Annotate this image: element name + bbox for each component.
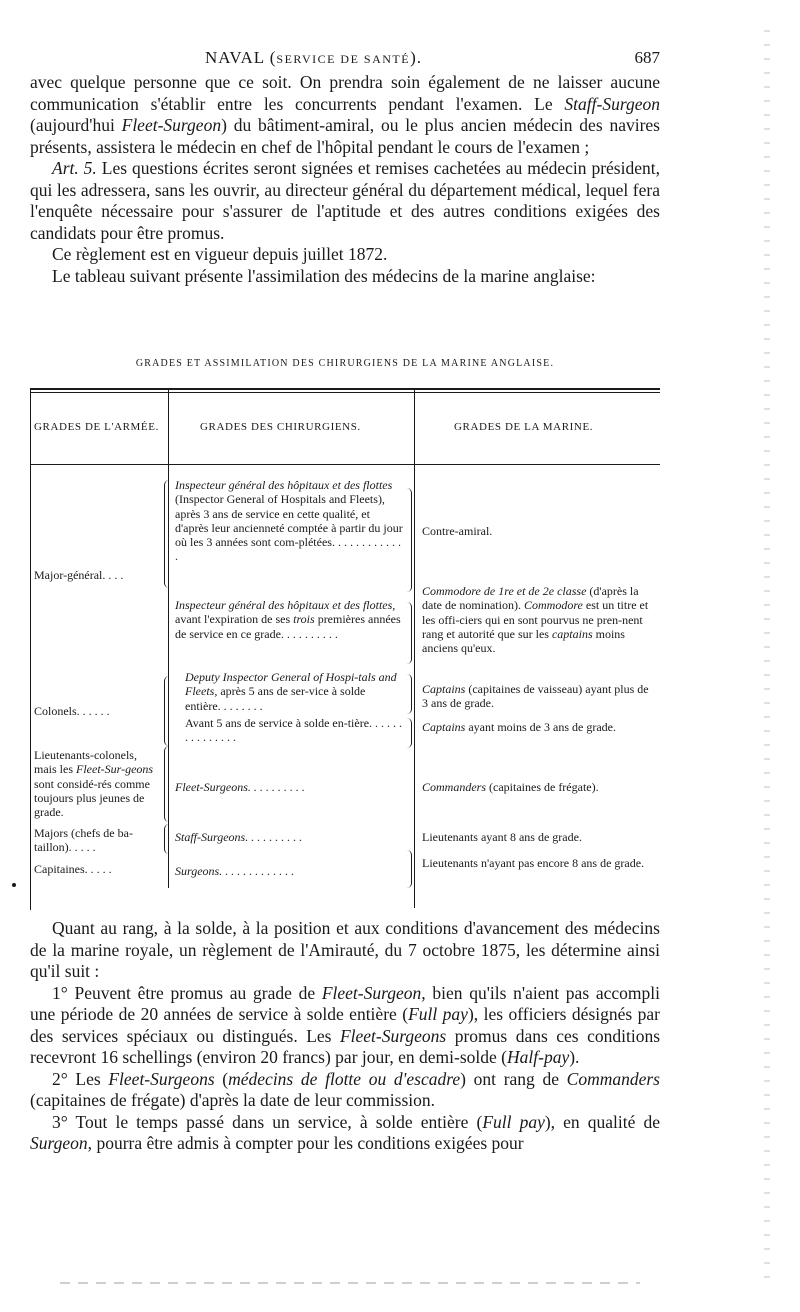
italic-term: Inspecteur général des hôpitaux et des flottes	[175, 478, 393, 492]
navy-lieutenants-8: Lieutenants ayant 8 ans de grade.	[422, 830, 582, 844]
brace	[407, 602, 412, 664]
brace	[164, 746, 169, 822]
text-span: pourra être admis à compter pour les conditions exigées pour	[92, 1133, 524, 1153]
text-span: bien qu'ils n'aient pas accompli une période de 20 années de service à solde entière (	[30, 982, 660, 1024]
text-span: (capitaines de frégate).	[486, 780, 599, 794]
army-majors: Majors (chefs de ba-taillon). . . . .	[34, 826, 133, 855]
text-span: ayant moins de 3 ans de grade.	[465, 720, 616, 734]
brace	[164, 676, 169, 746]
brace	[407, 850, 412, 888]
italic-term: captains	[551, 626, 593, 641]
text-span: ) ont rang de	[460, 1068, 567, 1089]
bottom-text-block	[30, 918, 660, 1155]
italic-term: Surgeon,	[30, 1133, 93, 1153]
paragraph-table-intro: Le tableau suivant présente l'assimilation des médecins de la marine anglaise:	[52, 265, 596, 286]
surgeon-grade-2	[175, 598, 403, 641]
text-span: (Inspector General of Hospitals and Fleets), après 3 ans de service en cette qualité, et d'après leur ancienneté comptée à partir du jour où les 3 années sont com-plétées. . . . . . . . . . . . .	[175, 492, 403, 564]
text-span: 3° Tout le temps passé dans un service, à solde entière (	[52, 1111, 483, 1132]
table-top-rule-thin	[30, 392, 660, 393]
top-text-block	[30, 72, 660, 287]
item-1	[30, 983, 660, 1069]
italic-term: Fleet-Surgeons	[108, 1068, 215, 1089]
brace	[407, 488, 412, 592]
text-span: 2° Les	[52, 1068, 109, 1089]
text-span: avant l'expiration de ses	[175, 612, 294, 627]
item-2	[30, 1069, 660, 1112]
text-span: ), en qualité de	[544, 1111, 660, 1132]
text-span: (d'après la date de nomination).	[422, 584, 639, 613]
item-3	[30, 1112, 660, 1155]
text-span: (capitaines de vaisseau) ayant plus de 3 ans de grade.	[422, 682, 649, 711]
brace	[407, 674, 412, 714]
italic-term: Fleet-Sur-geons	[76, 762, 154, 777]
italic-term: Captains	[422, 720, 466, 734]
navy-lieutenants-under-8: Lieutenants n'ayant pas encore 8 ans de grade.	[422, 856, 645, 870]
running-title-b: SERVICE DE SANTÉ	[276, 52, 411, 66]
running-title	[205, 48, 422, 68]
italic-term: Fleet-Surgeon	[121, 115, 222, 135]
navy-captains-junior	[422, 720, 654, 734]
italic-term: Deputy Inspector General of Hospi-tals and Fleets,	[185, 670, 397, 699]
margin-dot	[12, 883, 16, 887]
text-span: Lieutenants-colonels,	[34, 748, 137, 762]
navy-commanders	[422, 780, 654, 794]
italic-term: Fleet-Surgeons	[339, 1025, 447, 1046]
italic-term: Staff-Surgeon	[564, 93, 660, 114]
brace	[164, 824, 169, 854]
text-span: ), les officiers désignés par des services spéciaux ou distingués. Les	[30, 1004, 660, 1046]
header-rule	[30, 464, 660, 465]
running-title-c: ).	[410, 48, 423, 67]
italic-term: Half-pay	[507, 1047, 570, 1067]
brace	[407, 718, 412, 748]
text-span: est un titre et les offi-ciers qui en sont pourvus ne pren-nent rang et autorité que sur les	[422, 598, 649, 641]
paragraph-article-5	[30, 158, 660, 244]
assimilation-table	[30, 388, 660, 910]
page-number: 687	[634, 48, 660, 67]
paragraph-exam	[30, 72, 660, 158]
header-navy: GRADES DE LA MARINE.	[454, 421, 594, 433]
italic-term: Captains	[422, 682, 466, 696]
text-span: Les questions écrites seront signées et remises cachetées au médecin président, qui les adressera, sans les ouvrir, au directeur général du département médical, lequel fera l'enquête nécessaire pour s'assurer de l'aptitude et des autres conditions exigées des candidats pour être promus.	[30, 158, 660, 243]
surgeon-grade-4: Avant 5 ans de service à solde en-tière. . . . . . . . . . . . . . .	[185, 716, 403, 745]
text-span: ).	[569, 1047, 580, 1067]
italic-term: Commanders	[566, 1068, 660, 1089]
paragraph-admiralty: Quant au rang, à la solde, à la position et aux conditions d'avancement des médecins de la marine royale, un règlement de l'Amirauté, du 7 octobre 1875, les détermine ainsi qu'il suit :	[30, 918, 660, 981]
italic-term: Commanders	[422, 780, 487, 794]
navy-captains-senior	[422, 682, 654, 711]
italic-term: Fleet-Surgeon,	[321, 982, 426, 1003]
text-span: moins anciens qu'eux.	[422, 626, 625, 656]
italic-term: Full pay	[408, 1004, 468, 1024]
army-colonels: Colonels. . . . . .	[34, 704, 110, 718]
scan-margin-marks	[764, 30, 770, 1280]
surgeon-grade-1	[175, 478, 403, 564]
surgeon-grade-fleet: Fleet-Surgeons. . . . . . . . . .	[175, 780, 305, 794]
navy-contre-amiral: Contre-amiral.	[422, 524, 493, 538]
scan-footer-noise	[60, 1282, 640, 1284]
text-span: ) du bâtiment-amiral, ou le plus ancien médecin des navires présents, assistera le médecin en chef de l'hôpital pendant le cours de l'examen ;	[30, 115, 660, 157]
text-span: premières années de service en ce grade. . . . . . . . . .	[175, 612, 401, 641]
text-span: sont considé-rés comme toujours plus jeunes de grade.	[34, 776, 150, 820]
italic-term: trois	[293, 612, 315, 627]
italic-term: Inspecteur général des hôpitaux et des flottes,	[175, 598, 396, 612]
italic-term: Full pay	[482, 1111, 545, 1132]
italic-term: Commodore	[523, 598, 583, 613]
column-divider-2	[414, 388, 415, 908]
surgeon-grade-surgeon: Surgeons. . . . . . . . . . . . .	[175, 864, 295, 878]
article-label: Art. 5.	[52, 158, 97, 178]
running-title-a: NAVAL (	[205, 48, 277, 67]
header-army: GRADES DE L'ARMÉE.	[34, 421, 159, 433]
text-span: promus dans ces conditions recevront 16 schellings (environ 20 francs) par jour, en demi-solde (	[30, 1025, 660, 1067]
surgeon-grade-3	[185, 670, 403, 713]
italic-term: Commodore de 1re et de 2e classe	[422, 584, 587, 598]
italic-term: médecins de flotte ou d'escadre	[228, 1068, 461, 1089]
text-span: (aujourd'hui	[30, 115, 122, 135]
army-major-general: Major-général. . . .	[34, 568, 124, 582]
army-lt-colonels	[34, 748, 158, 819]
army-capitaines: Capitaines. . . . .	[34, 862, 112, 876]
text-span: après 5 ans de ser-vice à solde entière. . . . . . . .	[185, 684, 366, 713]
text-span: avec quelque personne que ce soit. On prendra soin également de ne laisser aucune communication s'établir entre les concurrents pendant l'examen. Le	[30, 72, 660, 114]
text-span: (	[214, 1068, 229, 1089]
surgeon-grade-staff: Staff-Surgeons. . . . . . . . . .	[175, 830, 303, 844]
paragraph-regulation: Ce règlement est en vigueur depuis juillet 1872.	[52, 244, 388, 264]
table-top-rule	[30, 388, 660, 390]
table-left-border	[30, 388, 31, 910]
table-caption: GRADES ET ASSIMILATION DES CHIRURGIENS DE LA MARINE ANGLAISE.	[135, 358, 555, 369]
header-surgeons: GRADES DES CHIRURGIENS.	[200, 421, 361, 433]
text-span: (capitaines de frégate) d'après la date de leur commission.	[30, 1090, 435, 1110]
text-span: mais les	[34, 762, 76, 777]
navy-commodore	[422, 584, 654, 655]
text-span: 1° Peuvent être promus au grade de	[52, 982, 322, 1003]
brace	[164, 480, 169, 588]
